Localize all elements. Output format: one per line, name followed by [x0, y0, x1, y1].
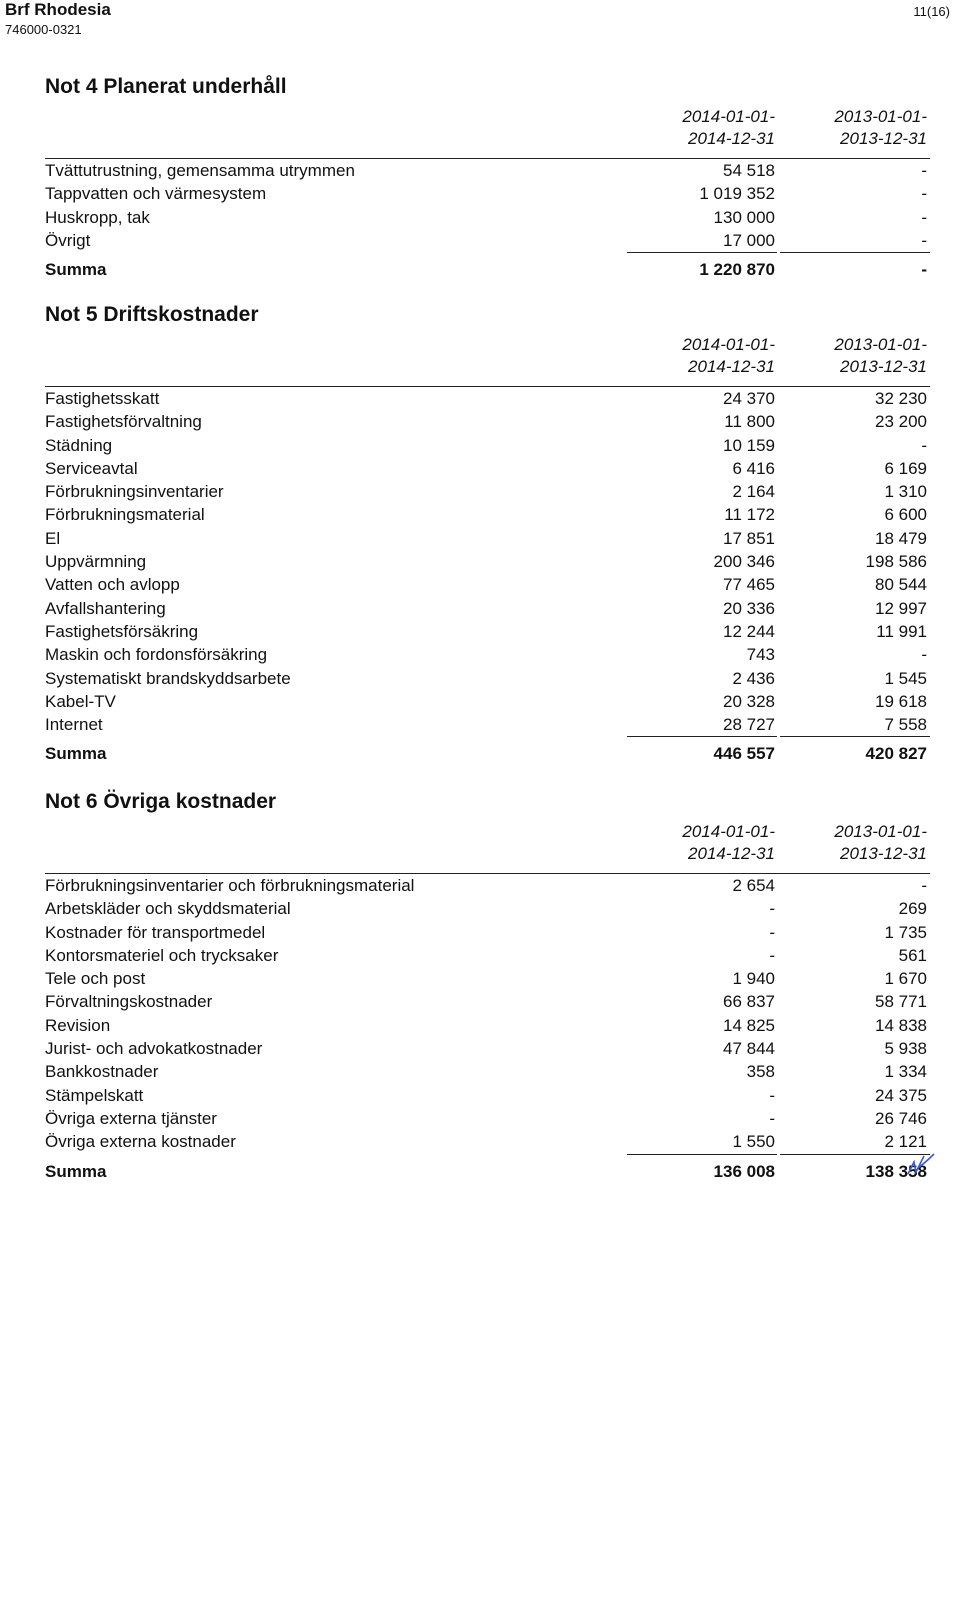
row-value-current: 77 465	[723, 575, 775, 595]
row-value-current: 2 654	[732, 876, 775, 895]
row-value-current: 1 940	[732, 969, 775, 989]
row-label: Arbetskläder och skyddsmaterial	[45, 899, 291, 919]
row-value-current: 2 164	[732, 482, 775, 502]
table-row	[45, 206, 930, 229]
row-label: Övriga externa tjänster	[45, 1108, 217, 1128]
period-current-start: 2014-01-01-	[682, 822, 775, 841]
table-row	[45, 944, 930, 967]
table-row	[45, 667, 930, 690]
table-row	[45, 690, 930, 713]
row-label: Övrigt	[45, 230, 91, 250]
row-label: Systematiskt brandskyddsarbete	[45, 668, 291, 688]
row-value-current: 54 518	[723, 161, 775, 180]
table-row	[45, 1037, 930, 1060]
row-label: Kontorsmateriel och trycksaker	[45, 945, 279, 965]
sum-label: Summa	[45, 744, 107, 764]
row-value-previous: 80 544	[875, 575, 927, 595]
table-row	[45, 410, 930, 433]
row-value-previous: 5 938	[884, 1039, 927, 1059]
row-label: Tele och post	[45, 969, 146, 989]
table-row	[45, 182, 930, 205]
period-previous-end: 2013-12-31	[840, 129, 927, 148]
table-row	[45, 1107, 930, 1130]
row-value-previous: -	[921, 435, 927, 455]
table-row	[45, 990, 930, 1013]
row-value-current: 14 825	[723, 1015, 775, 1035]
row-label: Bankkostnader	[45, 1062, 159, 1082]
table-row	[45, 921, 930, 944]
row-label: Fastighetsförvaltning	[45, 412, 202, 432]
row-value-current: -	[769, 945, 775, 965]
table-row	[45, 387, 930, 410]
row-value-previous: -	[921, 876, 927, 895]
row-label: Övriga externa kostnader	[45, 1132, 236, 1152]
signature-initials-icon	[906, 1148, 936, 1178]
sum-value-previous: 420 827	[865, 744, 927, 764]
row-value-previous: 7 558	[884, 715, 927, 735]
table-row	[45, 159, 930, 182]
row-value-current: 12 244	[723, 621, 775, 641]
row-value-current: 2 436	[732, 668, 775, 688]
row-value-previous: 6 169	[884, 458, 927, 478]
period-previous	[787, 106, 927, 150]
row-label: Tappvatten och värmesystem	[45, 184, 267, 204]
row-value-current: 17 000	[723, 230, 775, 250]
period-current-start: 2014-01-01-	[682, 335, 775, 354]
table-row	[45, 457, 930, 480]
note-title: Not 6 Övriga kostnader	[45, 790, 277, 813]
row-label: Maskin och fordonsförsäkring	[45, 645, 268, 665]
row-label: Städning	[45, 435, 113, 455]
row-value-previous: 12 997	[875, 598, 927, 618]
period-previous-start: 2013-01-01-	[834, 335, 927, 354]
table-row	[45, 874, 930, 897]
period-previous	[787, 821, 927, 865]
row-value-previous: 11 991	[876, 621, 927, 641]
sum-label: Summa	[45, 1161, 107, 1181]
sum-value-current: 446 557	[713, 744, 775, 764]
table-row	[45, 643, 930, 666]
row-value-current: 130 000	[713, 207, 775, 227]
row-label: Kostnader för transportmedel	[45, 922, 266, 942]
row-value-previous: 24 375	[875, 1085, 927, 1105]
row-value-previous: 58 771	[875, 992, 927, 1012]
sum-value-previous: -	[921, 260, 927, 280]
row-value-current: 20 328	[723, 691, 775, 711]
note-title: Not 5 Driftskostnader	[45, 303, 259, 326]
table-row	[45, 229, 930, 252]
table-row	[45, 1014, 930, 1037]
row-value-previous: -	[921, 230, 927, 250]
row-label: Uppvärmning	[45, 552, 147, 572]
row-value-previous: 19 618	[875, 691, 927, 711]
row-value-previous: 198 586	[865, 552, 927, 572]
table-row	[45, 1130, 930, 1153]
row-label: Serviceavtal	[45, 458, 138, 478]
row-label: Förbrukningsmaterial	[45, 505, 205, 525]
table-row	[45, 967, 930, 990]
row-value-previous: 2 121	[884, 1132, 927, 1152]
row-value-previous: 23 200	[875, 412, 927, 432]
row-value-current: 1 550	[732, 1132, 775, 1152]
row-value-previous: 561	[898, 945, 927, 965]
row-label: Fastighetsskatt	[45, 389, 160, 408]
row-label: Internet	[45, 715, 103, 735]
row-value-current: 1 019 352	[699, 184, 775, 204]
table-row	[45, 527, 930, 550]
page-number: 11(16)	[913, 4, 950, 19]
row-value-previous: 26 746	[875, 1108, 927, 1128]
row-value-previous: 32 230	[875, 389, 927, 408]
period-previous-end: 2013-12-31	[840, 357, 927, 376]
row-value-current: 66 837	[723, 992, 775, 1012]
table-row	[45, 503, 930, 526]
row-label: Avfallshantering	[45, 598, 166, 618]
sum-value-previous: 138 358	[865, 1161, 927, 1181]
period-previous-end: 2013-12-31	[840, 844, 927, 863]
row-value-previous: 1 334	[884, 1062, 927, 1082]
row-value-current: -	[769, 922, 775, 942]
period-current	[635, 106, 775, 150]
sum-row	[45, 1158, 930, 1186]
period-previous-start: 2013-01-01-	[834, 822, 927, 841]
period-previous-start: 2013-01-01-	[834, 107, 927, 126]
sum-row	[45, 740, 930, 768]
row-label: Jurist- och advokatkostnader	[45, 1039, 263, 1059]
row-value-current: 743	[746, 645, 775, 665]
row-value-current: 10 159	[723, 435, 775, 455]
row-value-current: -	[769, 899, 775, 919]
row-value-current: 24 370	[723, 389, 775, 408]
table-row	[45, 550, 930, 573]
period-previous	[787, 334, 927, 378]
row-value-previous: 1 545	[884, 668, 927, 688]
row-value-current: 200 346	[713, 552, 775, 572]
row-label: Tvättutrustning, gemensamma utrymmen	[45, 161, 355, 180]
table-row	[45, 713, 930, 736]
row-label: El	[45, 528, 61, 548]
period-current-end: 2014-12-31	[688, 844, 775, 863]
period-current-end: 2014-12-31	[688, 357, 775, 376]
table-row	[45, 573, 930, 596]
note-title: Not 4 Planerat underhåll	[45, 75, 287, 98]
period-header	[45, 102, 930, 158]
row-value-current: 11 172	[724, 505, 775, 525]
table-row	[45, 620, 930, 643]
sum-value-current: 136 008	[713, 1161, 775, 1181]
table-row	[45, 897, 930, 920]
row-value-previous: 1 670	[884, 969, 927, 989]
note-section	[45, 72, 930, 284]
row-value-current: 6 416	[732, 458, 775, 478]
row-value-current: -	[769, 1108, 775, 1128]
row-value-previous: 18 479	[875, 528, 927, 548]
sum-label: Summa	[45, 260, 107, 280]
table-row	[45, 1084, 930, 1107]
period-current-start: 2014-01-01-	[682, 107, 775, 126]
sum-value-current: 1 220 870	[699, 260, 775, 280]
row-label: Fastighetsförsäkring	[45, 621, 199, 641]
organization-number: 746000-0321	[5, 22, 82, 37]
table-row	[45, 597, 930, 620]
row-label: Revision	[45, 1015, 111, 1035]
row-value-current: 20 336	[723, 598, 775, 618]
row-label: Kabel-TV	[45, 691, 116, 711]
row-value-previous: 6 600	[884, 505, 927, 525]
table-row	[45, 434, 930, 457]
row-value-previous: 1 310	[884, 482, 927, 502]
row-value-previous: -	[921, 161, 927, 180]
row-label: Stämpelskatt	[45, 1085, 144, 1105]
period-current	[635, 334, 775, 378]
period-header	[45, 817, 930, 873]
note-section	[45, 300, 930, 768]
note-section	[45, 787, 930, 1186]
row-value-current: 17 851	[723, 528, 775, 548]
row-value-previous: 14 838	[875, 1015, 927, 1035]
period-current-end: 2014-12-31	[688, 129, 775, 148]
row-value-previous: -	[921, 645, 927, 665]
row-label: Vatten och avlopp	[45, 575, 180, 595]
row-value-previous: -	[921, 207, 927, 227]
row-label: Förvaltningskostnader	[45, 992, 213, 1012]
row-label: Förbrukningsinventarier och förbrukningsmaterial	[45, 876, 415, 895]
row-label: Förbrukningsinventarier	[45, 482, 224, 502]
row-value-current: 47 844	[723, 1039, 775, 1059]
row-value-previous: 269	[898, 899, 927, 919]
period-current	[635, 821, 775, 865]
period-header	[45, 330, 930, 386]
row-label: Huskropp, tak	[45, 207, 150, 227]
row-value-previous: 1 735	[884, 922, 927, 942]
row-value-previous: -	[921, 184, 927, 204]
row-value-current: -	[769, 1085, 775, 1105]
table-row	[45, 480, 930, 503]
row-value-current: 358	[746, 1062, 775, 1082]
table-row	[45, 1060, 930, 1083]
row-value-current: 28 727	[723, 715, 775, 735]
row-value-current: 11 800	[724, 412, 775, 432]
sum-row	[45, 256, 930, 284]
organization-name: Brf Rhodesia	[5, 0, 111, 19]
